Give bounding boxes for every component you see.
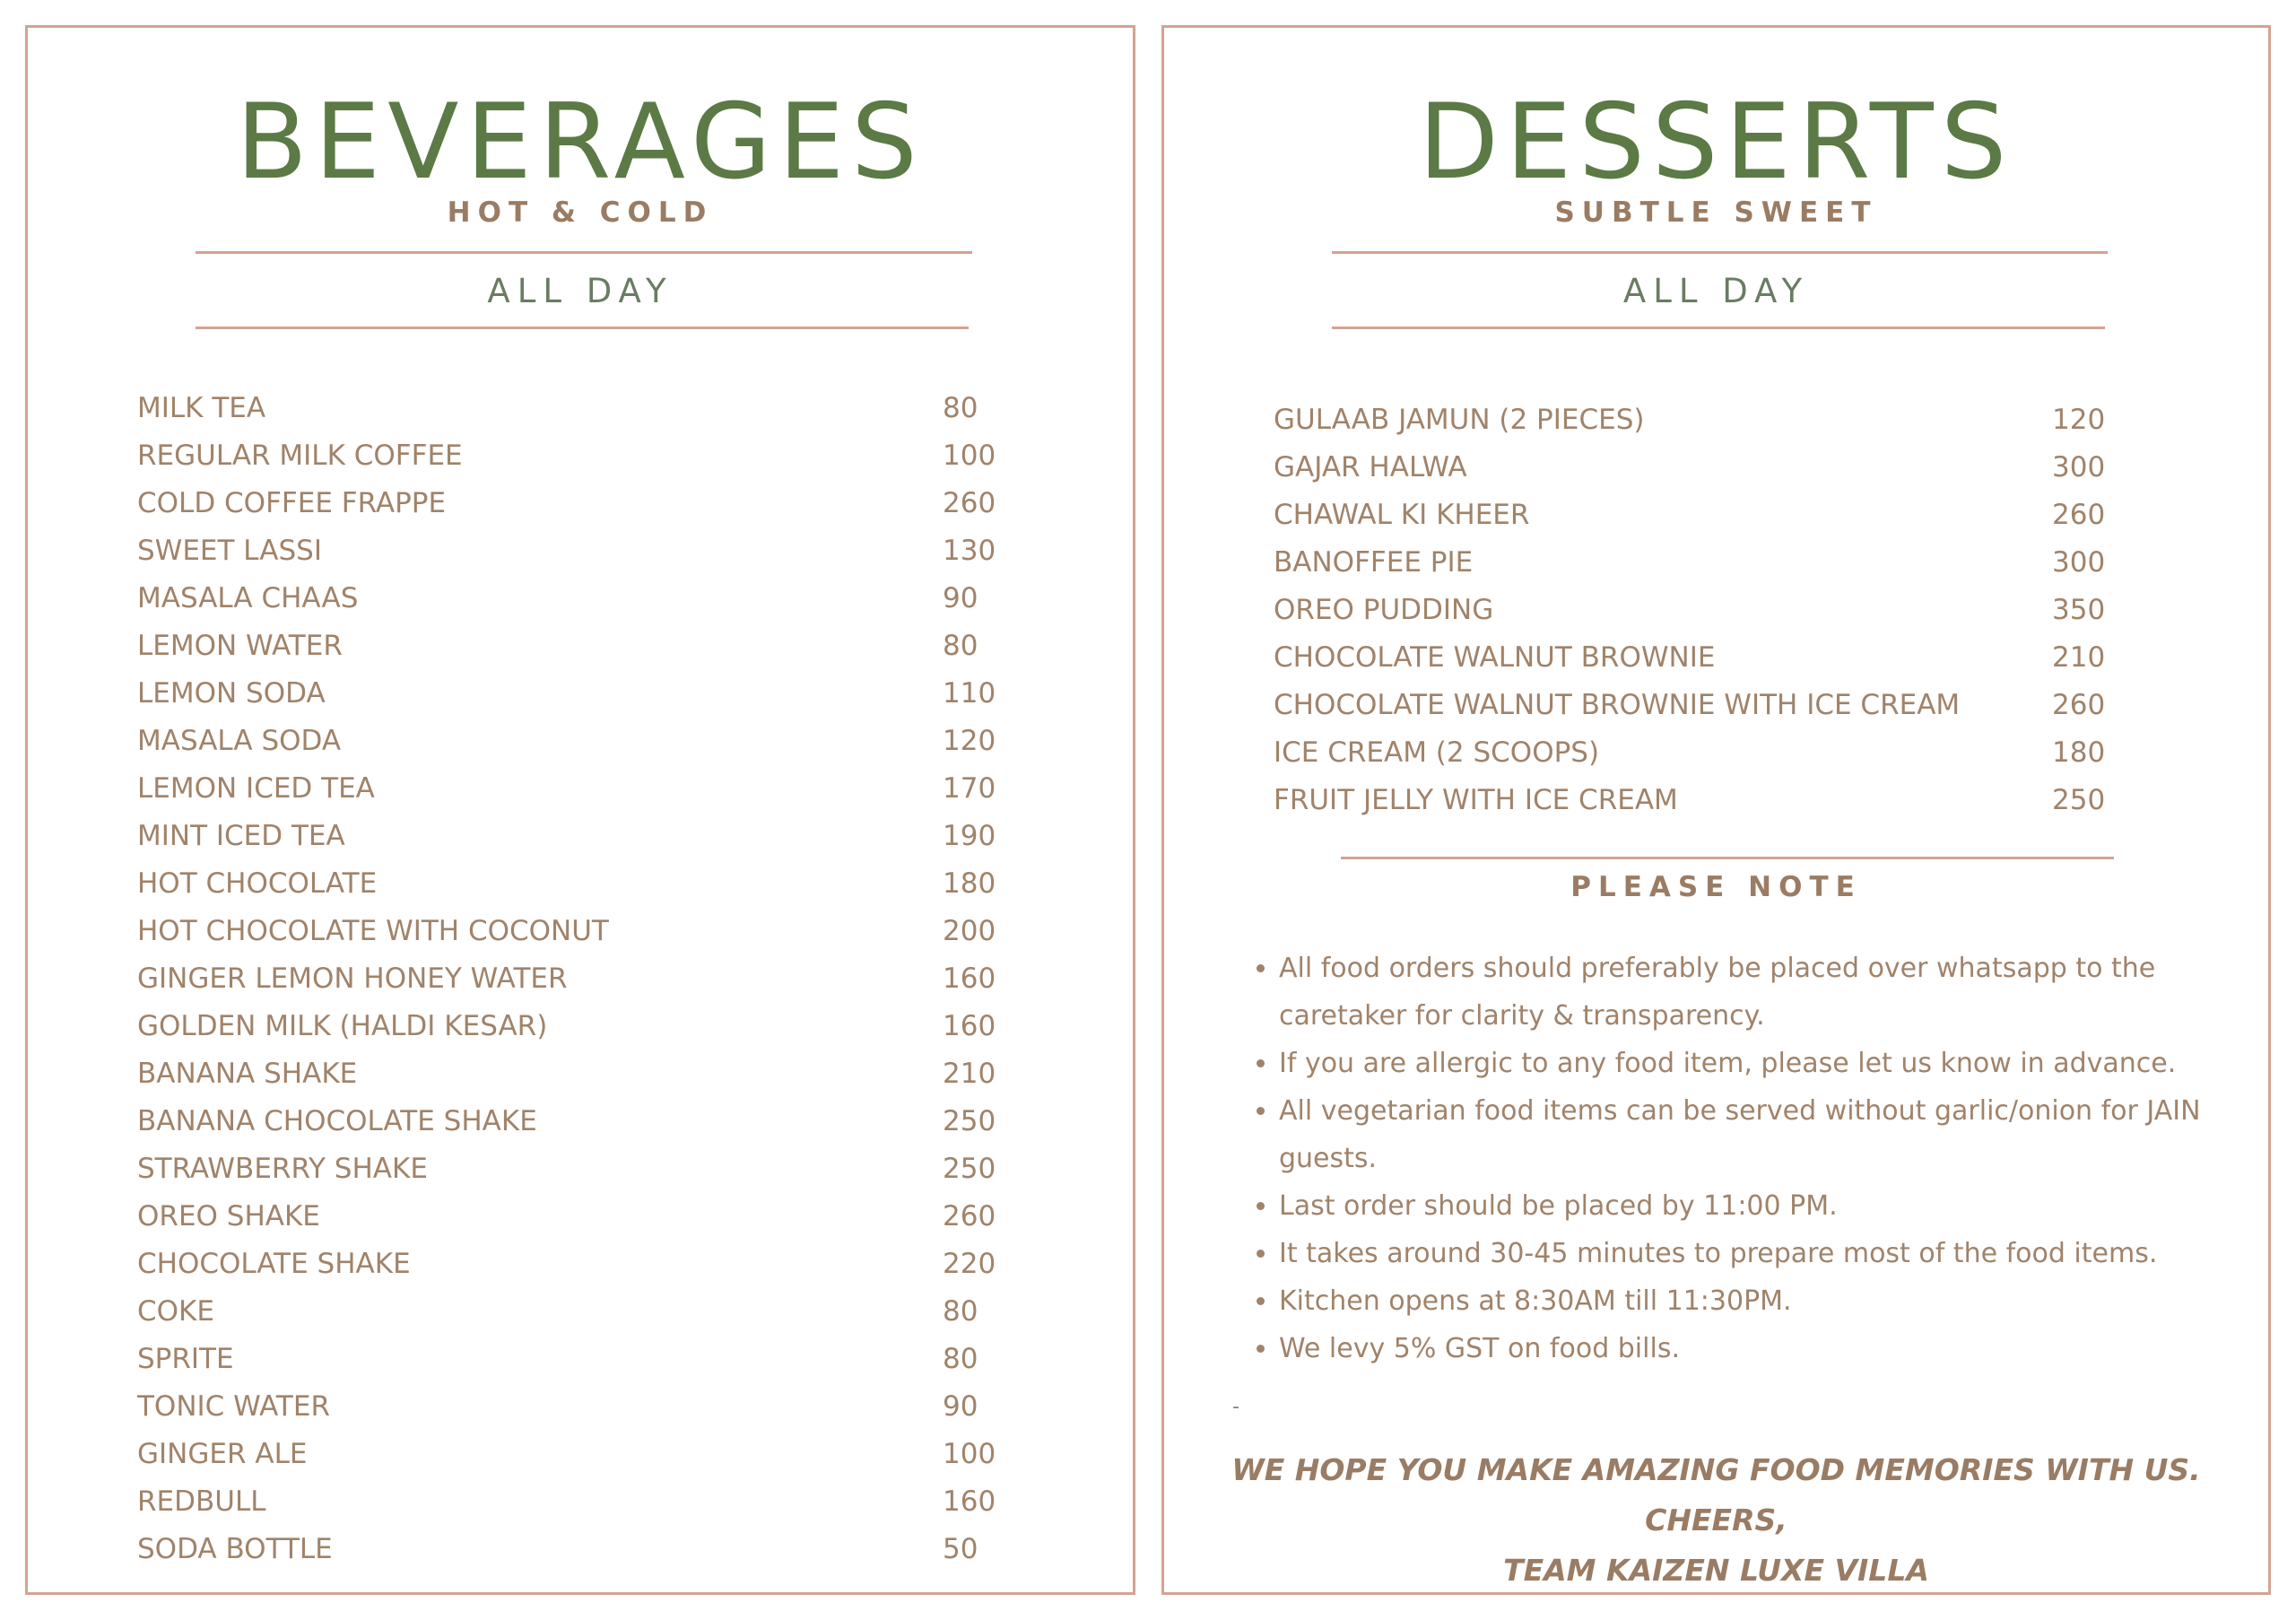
- menu-item-name: OREO SHAKE: [137, 1200, 320, 1232]
- menu-item-name: HOT CHOCOLATE WITH COCONUT: [137, 915, 609, 947]
- note-item: • All vegetarian food items can be served without garlic/onion for JAIN guests.: [1279, 1087, 2248, 1182]
- menu-item: [137, 385, 1016, 432]
- menu-item: [137, 813, 1016, 860]
- menu-item-price: 80: [943, 1295, 978, 1328]
- menu-item-name: MASALA CHAAS: [137, 582, 359, 614]
- menu-item-price: 250: [2052, 784, 2106, 816]
- menu-item-price: 80: [943, 1343, 978, 1375]
- menu-item: [137, 1478, 1016, 1526]
- menu-item: [137, 1288, 1016, 1336]
- menu-item-price: 210: [943, 1058, 996, 1090]
- menu-item-name: COKE: [137, 1295, 214, 1328]
- desserts-section-label: ALL DAY: [1622, 272, 1810, 310]
- menu-item: [1274, 539, 2152, 587]
- menu-item-price: 250: [943, 1105, 996, 1137]
- menu-item-name: COLD COFFEE FRAPPE: [137, 487, 447, 519]
- menu-item-name: MILK TEA: [137, 392, 266, 424]
- menu-item-price: 80: [943, 630, 978, 662]
- divider: [1341, 857, 2114, 859]
- menu-item-name: BANOFFEE PIE: [1274, 546, 1474, 579]
- menu-item-price: 260: [2052, 499, 2106, 531]
- menu-item-name: REDBULL: [137, 1485, 266, 1518]
- menu-item-price: 210: [2052, 641, 2106, 674]
- menu-item: [1274, 396, 2152, 444]
- menu-item-name: TONIC WATER: [137, 1390, 330, 1423]
- beverages-list: [137, 385, 1016, 1573]
- menu-item-name: LEMON SODA: [137, 677, 326, 710]
- menu-item: [1274, 634, 2152, 682]
- menu-item: [137, 432, 1016, 480]
- note-item: • If you are allergic to any food item, please let us know in advance.: [1279, 1040, 2248, 1087]
- menu-item: [137, 1526, 1016, 1573]
- menu-item-price: 260: [943, 1200, 996, 1232]
- menu-item: [137, 527, 1016, 575]
- menu-item-price: 180: [2052, 736, 2106, 769]
- menu-item-price: 120: [943, 725, 996, 757]
- closing-line-3: TEAM KAIZEN LUXE VILLA: [1503, 1553, 1929, 1588]
- menu-item-name: HOT CHOCOLATE: [137, 867, 378, 900]
- menu-item: [137, 480, 1016, 527]
- menu-item-price: 160: [943, 1485, 996, 1518]
- menu-item-name: GINGER ALE: [137, 1438, 308, 1470]
- menu-item-name: FRUIT JELLY WITH ICE CREAM: [1274, 784, 1678, 816]
- menu-item-name: STRAWBERRY SHAKE: [137, 1153, 428, 1185]
- menu-item: [137, 1193, 1016, 1241]
- menu-item-price: 130: [943, 535, 996, 567]
- menu-item: [137, 765, 1016, 813]
- note-item: • It takes around 30-45 minutes to prepare most of the food items.: [1279, 1230, 2248, 1277]
- desserts-title: DESSERTS: [1418, 82, 2014, 203]
- menu-item-price: 300: [2052, 451, 2106, 483]
- beverages-panel: [25, 25, 1135, 1595]
- menu-item-price: 300: [2052, 546, 2106, 579]
- menu-item: [1274, 777, 2152, 824]
- stray-mark: -: [1232, 1396, 1239, 1418]
- menu-item-price: 110: [943, 677, 996, 710]
- desserts-panel: [1161, 25, 2271, 1595]
- note-item: • Last order should be placed by 11:00 PM.: [1279, 1182, 2248, 1230]
- menu-item: [1274, 729, 2152, 777]
- menu-item-price: 200: [943, 915, 996, 947]
- notes-heading: PLEASE NOTE: [1570, 871, 1862, 903]
- menu-item-name: LEMON WATER: [137, 630, 343, 662]
- menu-item-price: 250: [943, 1153, 996, 1185]
- beverages-subtitle: HOT & COLD: [447, 196, 714, 229]
- menu-item: [137, 1050, 1016, 1098]
- menu-item-price: 80: [943, 392, 978, 424]
- closing-line-2: CHEERS,: [1645, 1502, 1787, 1537]
- menu-item-name: GINGER LEMON HONEY WATER: [137, 962, 568, 995]
- divider: [196, 327, 969, 329]
- menu-item-name: BANANA CHOCOLATE SHAKE: [137, 1105, 537, 1137]
- menu-item-name: CHOCOLATE SHAKE: [137, 1248, 411, 1280]
- menu-item: [1274, 492, 2152, 539]
- divider: [196, 251, 972, 254]
- menu-item-name: CHOCOLATE WALNUT BROWNIE: [1274, 641, 1716, 674]
- menu-item-price: 260: [2052, 689, 2106, 721]
- menu-item-name: GOLDEN MILK (HALDI KESAR): [137, 1010, 548, 1042]
- menu-item: [137, 955, 1016, 1003]
- menu-item-name: LEMON ICED TEA: [137, 772, 375, 805]
- menu-item-price: 50: [943, 1533, 978, 1565]
- divider: [1332, 327, 2105, 329]
- menu-item: [137, 670, 1016, 718]
- menu-item-price: 90: [943, 582, 978, 614]
- menu-item: [137, 1098, 1016, 1145]
- menu-item-price: 160: [943, 1010, 996, 1042]
- menu-item-price: 350: [2052, 594, 2106, 626]
- menu-item: [137, 1431, 1016, 1478]
- menu-item-name: CHAWAL KI KHEER: [1274, 499, 1530, 531]
- menu-item: [1274, 587, 2152, 634]
- menu-item: [137, 1383, 1016, 1431]
- note-item: • We levy 5% GST on food bills.: [1279, 1325, 2248, 1372]
- closing-line-1: WE HOPE YOU MAKE AMAZING FOOD MEMORIES WITH US.: [1231, 1452, 2201, 1487]
- menu-item: [137, 908, 1016, 955]
- menu-item: [137, 1003, 1016, 1050]
- menu-item-name: SODA BOTTLE: [137, 1533, 333, 1565]
- menu-item-price: 260: [943, 487, 996, 519]
- desserts-list: [1274, 396, 2152, 824]
- menu-item-price: 100: [943, 1438, 996, 1470]
- menu-item-name: OREO PUDDING: [1274, 594, 1494, 626]
- menu-item-price: 190: [943, 820, 996, 852]
- divider: [1332, 251, 2108, 254]
- menu-item-price: 170: [943, 772, 996, 805]
- menu-item: [137, 623, 1016, 670]
- note-item: • Kitchen opens at 8:30AM till 11:30PM.: [1279, 1277, 2248, 1325]
- menu-item: [1274, 444, 2152, 492]
- menu-item-name: MASALA SODA: [137, 725, 342, 757]
- desserts-subtitle: SUBTLE SWEET: [1554, 196, 1878, 229]
- menu-item-name: BANANA SHAKE: [137, 1058, 358, 1090]
- menu-item: [137, 1241, 1016, 1288]
- menu-item-name: REGULAR MILK COFFEE: [137, 440, 463, 472]
- menu-item-name: SPRITE: [137, 1343, 234, 1375]
- menu-item-price: 220: [943, 1248, 996, 1280]
- menu-item: [137, 860, 1016, 908]
- notes-list: [1243, 945, 2248, 1372]
- menu-item-name: MINT ICED TEA: [137, 820, 345, 852]
- closing-message: [1164, 1445, 2268, 1596]
- menu-item-price: 160: [943, 962, 996, 995]
- menu-item-name: GAJAR HALWA: [1274, 451, 1467, 483]
- menu-item-name: ICE CREAM (2 SCOOPS): [1274, 736, 1600, 769]
- beverages-section-label: ALL DAY: [487, 272, 674, 310]
- menu-item-price: 180: [943, 867, 996, 900]
- menu-item-price: 90: [943, 1390, 978, 1423]
- menu-item-price: 100: [943, 440, 996, 472]
- menu-item: [1274, 682, 2152, 729]
- note-item: • All food orders should preferably be placed over whatsapp to the caretaker for clarity & transparency.: [1279, 945, 2248, 1040]
- menu-item-name: CHOCOLATE WALNUT BROWNIE WITH ICE CREAM: [1274, 689, 1961, 721]
- menu-item-price: 120: [2052, 404, 2106, 436]
- menu-item: [137, 575, 1016, 623]
- menu-item: [137, 1145, 1016, 1193]
- beverages-title: BEVERAGES: [236, 82, 925, 203]
- menu-item: [137, 1336, 1016, 1383]
- menu-item-name: SWEET LASSI: [137, 535, 322, 567]
- menu-item-name: GULAAB JAMUN (2 PIECES): [1274, 404, 1645, 436]
- menu-item: [137, 718, 1016, 765]
